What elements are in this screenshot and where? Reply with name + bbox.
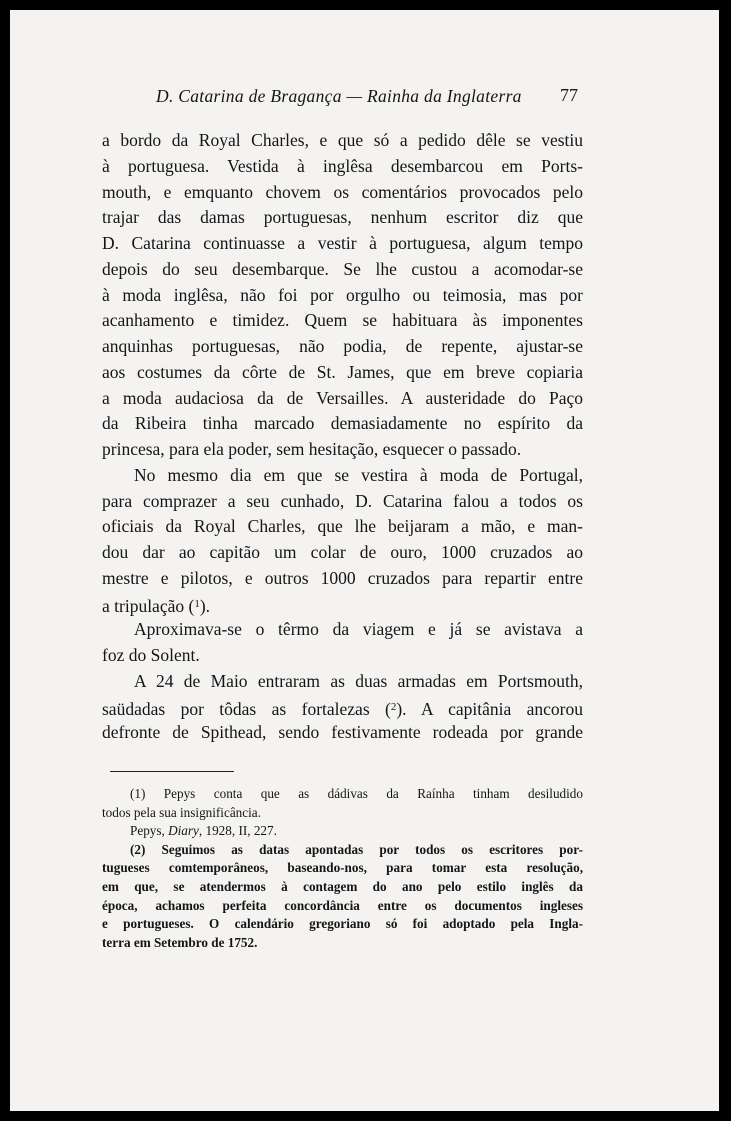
text-fragment: ). A capitânia ancorou [396,698,583,719]
text-line: a bordo da Royal Charles, e que só a pedido dêle se vestiu [102,130,583,150]
text-line: trajar das damas portuguesas, nenhum escritor diz que [102,207,583,228]
footnote-line: época, achamos perfeita concordância entre os documentos ingleses [102,897,583,913]
footnote-ref-2: 2 [390,700,397,713]
footnote-source [102,822,583,841]
text-line: princesa, para ela poder, sem hesitação, esquecer o passado. [102,439,522,459]
text-line: anquinhas portuguesas, não podia, de repente, ajustar-se [102,336,583,356]
text-line: oficiais da Royal Charles, que lhe beijaram a mão, e man- [102,516,583,537]
text-line: depois do seu desembarque. Se lhe custou a acomodar-se [102,258,583,279]
text-line: D. Catarina continuasse a vestir à portuguesa, algum tempo [102,233,583,253]
text-line: à portuguesa. Vestida à inglêsa desembarcou em Ports- [102,155,583,176]
text-fragment: saüdadas por tôdas as fortalezas ( [102,698,391,719]
text-line: aos costumes da côrte de St. James, que em breve copiaria [102,361,583,382]
text-line: à moda inglêsa, não foi por orgulho ou teimosia, mas por [102,284,583,305]
footnote-line: em que, se atendermos à contagem do ano pelo estilo inglês da [102,878,583,894]
footnotes [102,785,583,952]
text-line: foz do Solent. [102,645,200,665]
text-line: Aproximava-se o têrmo da viagem e já se avistava a [134,619,583,640]
text-line: mouth, e emquanto chovem os comentários provocados pelo [102,181,583,202]
footnote-line: (2) Seguimos as datas apontadas por todos os escritores por- [130,841,583,857]
page-header [100,78,590,108]
source-details: , 1928, II, 227. [198,823,277,839]
text-fragment: ). [199,595,211,616]
text-line: acanhamento e timidez. Quem se habituara às imponentes [102,310,583,331]
text-line-with-footnote-ref [102,592,583,618]
source-author: Pepys, [130,823,169,839]
footnote-line: (1) Pepys conta que as dádivas da Raínha tinham desiludido [130,786,583,801]
text-line: da Ribeira tinha marcado demasiadamente no espírito da [102,413,583,434]
body-text [102,128,583,746]
text-line-with-footnote-ref [102,695,583,721]
text-line: No mesmo dia em que se vestira à moda de Portugal, [134,464,583,485]
text-line: A 24 de Maio entraram as duas armadas em Portsmouth, [134,670,583,691]
footnote-line: e portugueses. O calendário gregoriano só foi adoptado pela Ingla- [102,916,583,932]
text-line: dou dar ao capitão um colar de ouro, 1000 cruzados ao [102,542,583,562]
footnote-line: todos pela sua insignificância. [102,804,261,820]
text-line: para comprazer a seu cunhado, D. Catarina falou a todos os [102,490,583,511]
footnote-line: terra em Setembro de 1752. [102,934,258,950]
running-title: D. Catarina de Bragança — Rainha da Inglaterra [156,86,522,106]
source-title: Diary [168,823,199,839]
text-line: a moda audaciosa da de Versailles. A austeridade do Paço [102,387,583,408]
page-number: 77 [560,85,578,105]
book-page [10,10,719,1111]
text-fragment: a tripulação ( [102,595,195,616]
footnote-ref-1: 1 [194,597,200,610]
footnote-line: tugueses comtemporâneos, baseando-nos, para tomar esta resolução, [102,860,583,876]
footnote-divider [110,771,234,772]
text-line: defronte de Spithead, sendo festivamente rodeada por grande [102,722,583,743]
text-line: mestre e pilotos, e outros 1000 cruzados para repartir entre [102,567,583,588]
